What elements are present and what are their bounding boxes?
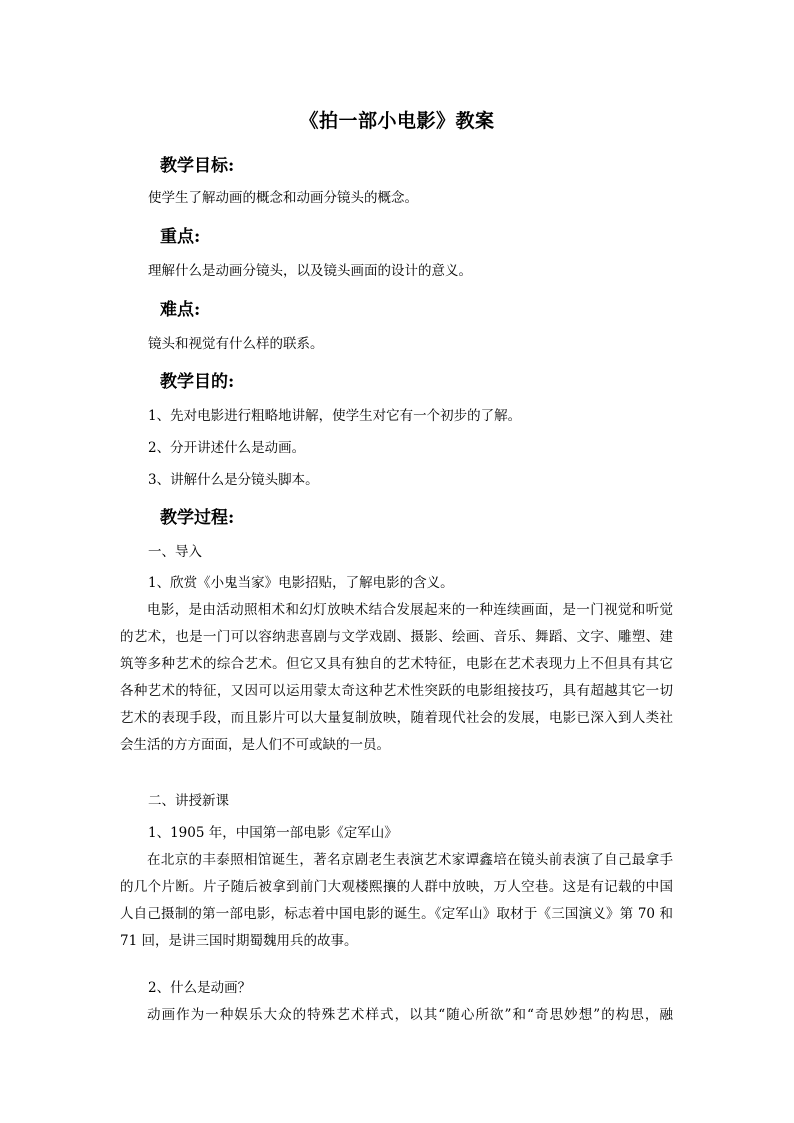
objective-heading: 教学目标: — [160, 156, 235, 176]
purpose-heading: 教学目的: — [160, 372, 235, 392]
part2-title: 二、讲授新课 — [148, 793, 229, 809]
key-point-heading: 重点: — [160, 227, 201, 247]
part2-item: 1、1905 年，中国第一部电影《定军山》 — [148, 825, 398, 841]
part2-item: 2、什么是动画？ — [148, 980, 252, 996]
document-title: 《拍一部小电影》教案 — [299, 110, 495, 132]
part1-item: 1、欣赏《小鬼当家》电影招贴，了解电影的含义。 — [148, 575, 454, 591]
difficulty-text: 镜头和视觉有什么样的联系。 — [148, 336, 324, 352]
part1-paragraph: 电影，是由活动照相术和幻灯放映术结合发展起来的一种连续画面，是一门视觉和听觉的艺术，也是一门可以容纳悲喜剧与文学戏剧、摄影、绘画、音乐、舞蹈、文字、雕塑、建筑等多种艺术的综合艺术。但它又具有独自的艺术特征，电影在艺术表现力上不但具有其它各种艺术的特征，又因可以运用蒙太奇这种艺术性突跃的电影组接技巧，具有超越其它一切艺术的表现手段，而且影片可以大量复制放映，随着现代社会的发展，电影已深入到人类社会生活的方方面面，是人们不可或缺的一员。 — [120, 602, 673, 753]
part2-paragraph: 在北京的丰泰照相馆诞生，著名京剧老生表演艺术家谭鑫培在镜头前表演了自己最拿手的几个片断。片子随后被拿到前门大观楼熙攘的人群中放映，万人空巷。这是有记载的中国人自己摄制的第一部电影，标志着中国电影的诞生。《定军山》取材于《三国演义》第 70 和 71 回，是讲三国时期蜀魏用兵的故事。 — [120, 852, 673, 949]
key-point-text: 理解什么是动画分镜头，以及镜头画面的设计的意义。 — [148, 263, 472, 279]
objective-text: 使学生了解动画的概念和动画分镜头的概念。 — [148, 190, 418, 206]
purpose-item: 3、讲解什么是分镜头脚本。 — [148, 472, 319, 488]
part1-title: 一、导入 — [148, 544, 202, 560]
purpose-item: 1、先对电影进行粗略地讲解，使学生对它有一个初步的了解。 — [148, 408, 522, 424]
difficulty-heading: 难点: — [160, 300, 201, 320]
part2-paragraph: 动画作为一种娱乐大众的特殊艺术样式，以其“随心所欲”和“奇思妙想”的构思，融 — [147, 1007, 673, 1023]
process-heading: 教学过程: — [160, 508, 235, 528]
purpose-item: 2、分开讲述什么是动画。 — [148, 440, 306, 456]
